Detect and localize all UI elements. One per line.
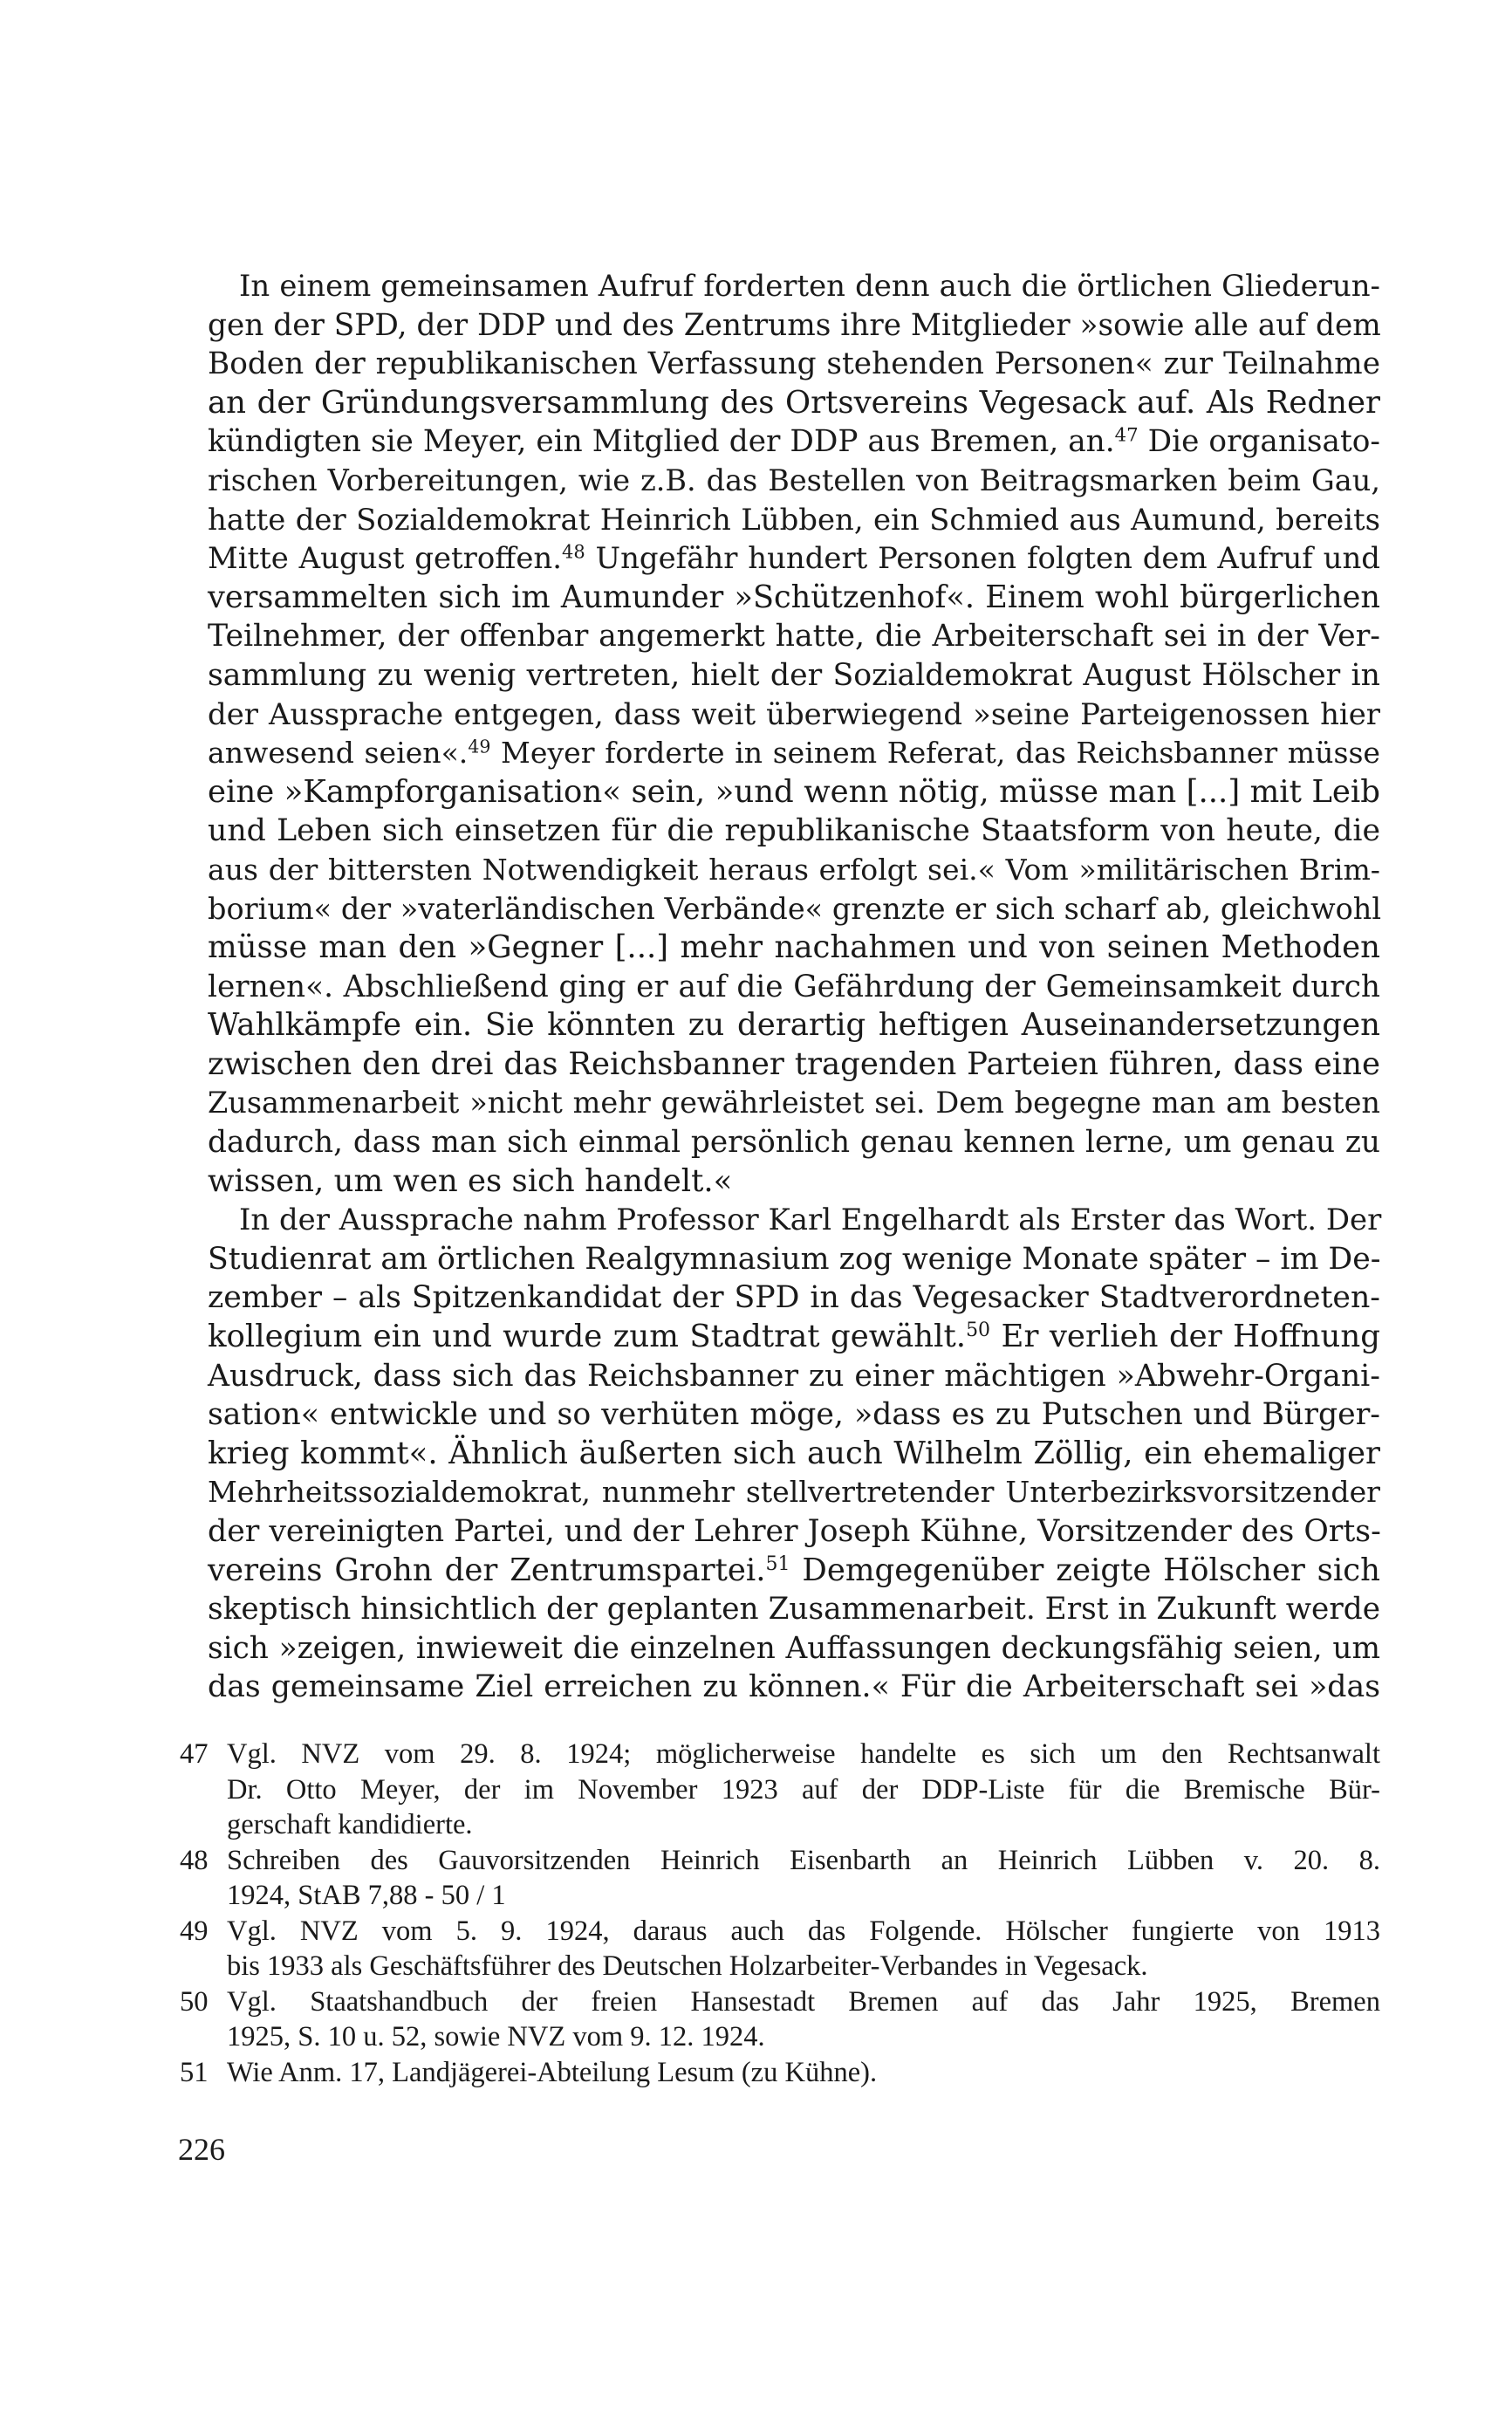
text-line: lernen«. Abschließend ging er auf die Gefährdung der Gemeinsamkeit durch	[208, 969, 1380, 1004]
text-line: dadurch, dass man sich einmal persönlich genau kennen lerne, um genau zu	[208, 1125, 1380, 1161]
text-line: und Leben sich einsetzen für die republikanische Staatsform von heute, die	[208, 813, 1380, 849]
text-line: hatte der Sozialdemokrat Heinrich Lübben, ein Schmied aus Aumund, bereits	[208, 502, 1380, 537]
text-line: das gemeinsame Ziel erreichen zu können.« Für die Arbeiterschaft sei »das	[208, 1669, 1380, 1705]
footnote-line: Vgl. Staatshandbuch der freien Hansestadt Bremen auf das Jahr 1925, Bremen	[227, 1985, 1380, 2018]
text-line: Teilnehmer, der offenbar angemerkt hatte, die Arbeiterschaft sei in der Ver-	[208, 619, 1380, 654]
page-number: 226	[178, 2132, 225, 2167]
text-line: eine »Kampforganisation« sein, »und wenn nötig, müsse man [...] mit Leib	[208, 773, 1380, 810]
footnote-ref-47: 47	[1114, 424, 1139, 447]
footnote-number: 47	[180, 1738, 209, 1770]
text-line: Zusammenarbeit »nicht mehr gewährleistet sei. Dem begegne man am besten	[208, 1086, 1380, 1120]
text-line: Boden der republikanischen Verfassung stehenden Personen« zur Teilnahme	[208, 346, 1380, 382]
footnote-line: 1924, StAB 7,88 - 50 / 1	[227, 1880, 506, 1911]
footnote-line: Vgl. NVZ vom 5. 9. 1924, daraus auch das Folgende. Hölscher fungierte von 1913	[227, 1915, 1380, 1947]
footnote-line: Wie Anm. 17, Landjägerei-Abteilung Lesum (zu Kühne).	[227, 2056, 878, 2088]
text-segment: Ungefähr hundert Personen folgten dem Aufruf und	[585, 541, 1380, 576]
footnote-line: 1925, S. 10 u. 52, sowie NVZ vom 9. 12. 1924.	[227, 2021, 765, 2052]
text-line: aus der bittersten Notwendigkeit heraus erfolgt sei.« Vom »militärischen Brim-	[208, 852, 1380, 887]
main-text	[208, 267, 1380, 1707]
footnote-line: Vgl. NVZ vom 29. 8. 1924; möglicherweise handelte es sich um den Rechtsanwalt	[227, 1738, 1380, 1770]
text-line	[208, 422, 1380, 462]
footnote	[180, 1914, 1380, 1984]
text-segment: kollegium ein und wurde zum Stadtrat gewählt.	[208, 1319, 967, 1355]
text-segment: Er verlieh der Hoffnung	[990, 1319, 1380, 1355]
text-line: In der Aussprache nahm Professor Karl Engelhardt als Erster das Wort. Der	[239, 1203, 1382, 1237]
footnote	[180, 1737, 1380, 1843]
text-line: müsse man den »Gegner [...] mehr nachahmen und von seinen Methoden	[208, 929, 1380, 966]
text-segment: Mitte August getroffen.	[208, 541, 562, 576]
text-line: Studienrat am örtlichen Realgymnasium zog wenige Monate später – im De-	[208, 1241, 1381, 1277]
text-line: Ausdruck, dass sich das Reichsbanner zu einer mächtigen »Abwehr-Organi-	[208, 1358, 1380, 1394]
text-line: wissen, um wen es sich handelt.«	[208, 1162, 733, 1199]
footnote-ref-48: 48	[561, 540, 585, 563]
footnotes	[180, 1737, 1380, 2090]
text-line: sation« entwickle und so verhüten möge, »dass es zu Putschen und Bürger-	[208, 1397, 1380, 1433]
text-line: zwischen den drei das Reichsbanner tragenden Parteien führen, dass eine	[208, 1045, 1380, 1082]
footnote	[180, 1984, 1380, 2055]
footnote-line: gerschaft kandidierte.	[227, 1809, 473, 1840]
text-line: an der Gründungsversammlung des Ortsvereins Vegesack auf. Als Redner	[208, 384, 1380, 421]
text-line: Wahlkämpfe ein. Sie könnten zu derartig heftigen Auseinandersetzungen	[208, 1007, 1380, 1044]
text-line	[208, 539, 1380, 579]
text-segment: kündigten sie Meyer, ein Mitglied der DDP aus Bremen, an.	[208, 424, 1115, 460]
footnote-ref-51: 51	[765, 1552, 790, 1575]
text-segment: anwesend seien«.	[208, 736, 469, 771]
text-line: rischen Vorbereitungen, wie z.B. das Bestellen von Beitragsmarken beim Gau,	[208, 463, 1380, 497]
footnote	[180, 2055, 1380, 2091]
footnote	[180, 1843, 1380, 1914]
text-line: borium« der »vaterländischen Verbände« grenzte er sich scharf ab, gleichwohl	[208, 891, 1382, 926]
text-line: sammlung zu wenig vertreten, hielt der Sozialdemokrat August Hölscher in	[208, 657, 1380, 693]
footnote-line: Schreiben des Gauvorsitzenden Heinrich Eisenbarth an Heinrich Lübben v. 20. 8.	[227, 1844, 1380, 1876]
text-line: der vereinigten Partei, und der Lehrer Joseph Kühne, Vorsitzender des Orts-	[208, 1514, 1381, 1549]
text-line: In einem gemeinsamen Aufruf forderten denn auch die örtlichen Gliederun-	[239, 269, 1380, 303]
text-line: Mehrheitssozialdemokrat, nunmehr stellvertretender Unterbezirksvorsitzender	[208, 1475, 1380, 1510]
text-line	[208, 1318, 1380, 1357]
footnote-line: Dr. Otto Meyer, der im November 1923 auf der DDP-Liste für die Bremische Bür-	[227, 1773, 1380, 1806]
footnote-number: 49	[180, 1915, 209, 1947]
text-line: versammelten sich im Aumunder »Schützenhof«. Einem wohl bürgerlichen	[208, 579, 1380, 615]
text-segment: Demgegenüber zeigte Hölscher sich	[790, 1552, 1380, 1588]
text-segment: vereins Grohn der Zentrumspartei.	[208, 1552, 766, 1588]
text-line	[208, 734, 1380, 773]
text-segment: Meyer forderte in seinem Referat, das Reichsbanner müsse	[490, 736, 1380, 771]
text-line	[208, 1552, 1380, 1591]
text-segment: Die organisato-	[1138, 424, 1380, 460]
footnote-number: 51	[180, 2056, 209, 2088]
footnote-ref-49: 49	[468, 736, 491, 757]
footnote-ref-50: 50	[966, 1319, 991, 1341]
text-line: der Aussprache entgegen, dass weit überwiegend »seine Parteigenossen hier	[208, 696, 1380, 731]
footnote-number: 48	[180, 1844, 209, 1876]
text-line: sich »zeigen, inwieweit die einzelnen Auffassungen deckungsfähig seien, um	[208, 1630, 1380, 1666]
text-line: gen der SPD, der DDP und des Zentrums ihre Mitglieder »sowie alle auf dem	[208, 307, 1381, 343]
text-line: zember – als Spitzenkandidat der SPD in das Vegesacker Stadtverordneten-	[208, 1280, 1380, 1316]
text-line: skeptisch hinsichtlich der geplanten Zusammenarbeit. Erst in Zukunft werde	[208, 1592, 1380, 1628]
footnote-line: bis 1933 als Geschäftsführer des Deutschen Holzarbeiter-Verbandes in Vegesack.	[227, 1950, 1148, 1982]
text-line: krieg kommt«. Ähnlich äußerten sich auch Wilhelm Zöllig, ein ehemaliger	[208, 1435, 1380, 1471]
footnote-number: 50	[180, 1985, 209, 2018]
